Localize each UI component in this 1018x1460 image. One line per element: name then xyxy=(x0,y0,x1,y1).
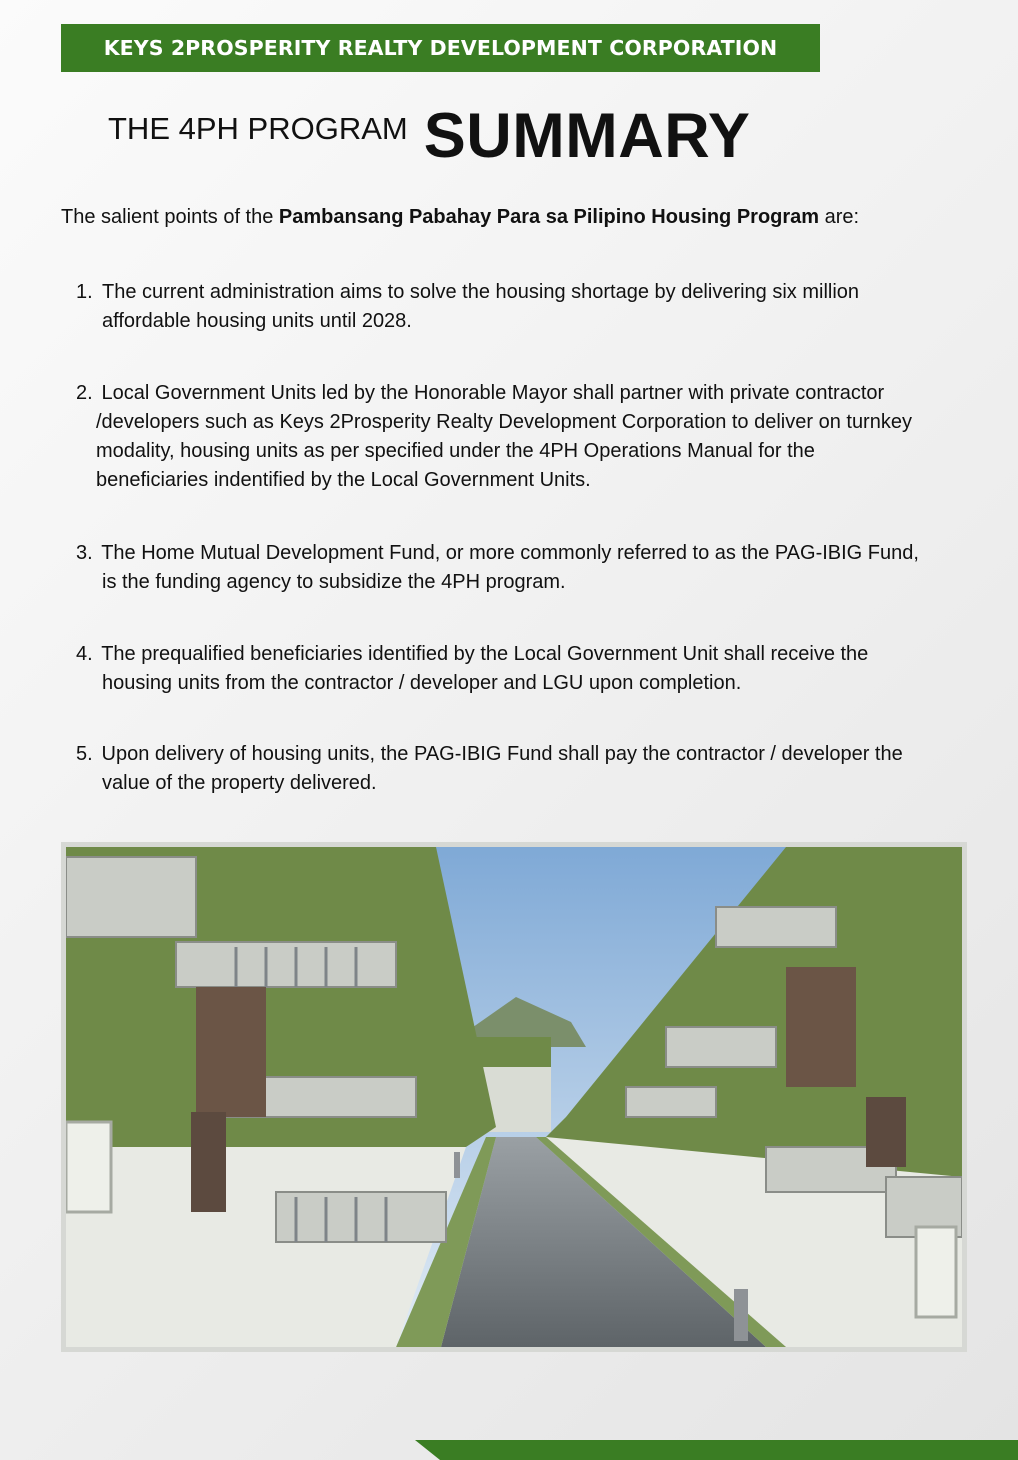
item-number: 2. xyxy=(76,382,93,404)
item-number: 4. xyxy=(76,643,93,665)
item-line: housing units from the contractor / developer and LGU upon completion. xyxy=(102,672,742,694)
item-line: value of the property delivered. xyxy=(102,772,377,794)
company-banner: KEYS 2PROSPERITY REALTY DEVELOPMENT CORPORATION xyxy=(61,24,820,72)
page-title xyxy=(108,100,750,172)
title-prefix: THE 4PH PROGRAM xyxy=(108,111,408,146)
intro-text xyxy=(61,206,859,229)
item-line: The prequalified beneficiaries identified by the Local Government Unit shall receive the xyxy=(96,643,869,665)
item-line: Upon delivery of housing units, the PAG-IBIG Fund shall pay the contractor / developer the xyxy=(96,743,903,765)
program-name: Pambansang Pabahay Para sa Pilipino Housing Program xyxy=(278,206,820,228)
item-number: 1. xyxy=(76,281,93,303)
intro-after: are: xyxy=(819,206,860,228)
item-line: The Home Mutual Development Fund, or more commonly referred to as the PAG-IBIG Fund, xyxy=(96,542,919,564)
housing-rendering-image xyxy=(61,842,967,1352)
title-main: SUMMARY xyxy=(423,101,751,171)
item-number: 5. xyxy=(76,743,93,765)
item-line: The current administration aims to solve the housing shortage by delivering six million xyxy=(102,281,860,303)
item-number: 3. xyxy=(76,542,93,564)
intro-before: The salient points of the xyxy=(61,206,279,228)
item-line: modality, housing units as per specified under the 4PH Operations Manual for the xyxy=(96,440,815,462)
item-line: beneficiaries indentified by the Local Government Units. xyxy=(96,469,591,491)
item-line: Local Government Units led by the Honorable Mayor shall partner with private contractor xyxy=(96,382,885,404)
housing-rendering-illustration xyxy=(66,847,962,1347)
item-line: /developers such as Keys 2Prosperity Realty Development Corporation to deliver on turnkey xyxy=(96,411,912,433)
item-line: is the funding agency to subsidize the 4PH program. xyxy=(102,571,566,593)
item-line: affordable housing units until 2028. xyxy=(102,310,412,332)
